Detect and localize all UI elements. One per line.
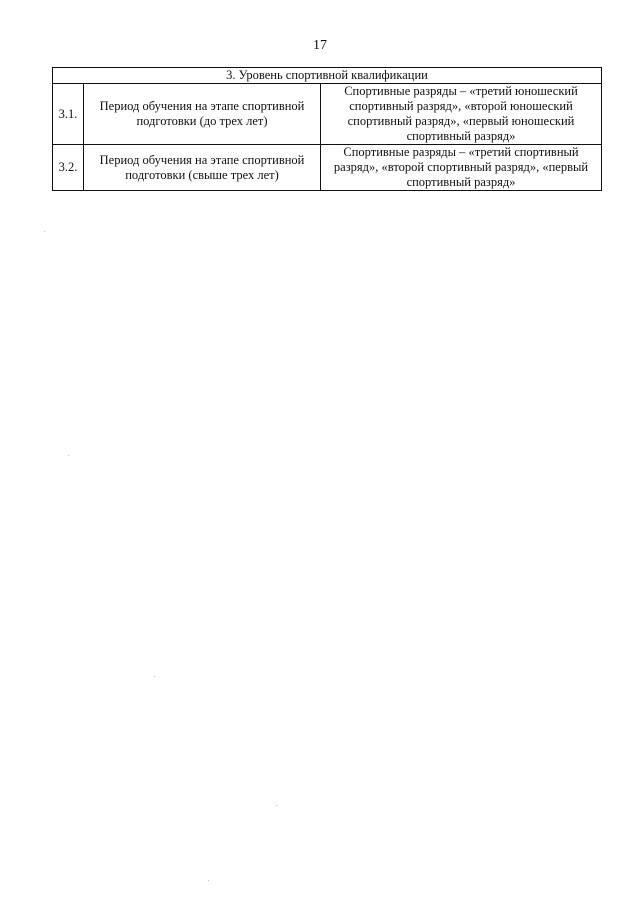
page-number: 17 (313, 38, 327, 53)
row-period: Период обучения на этапе спортивной подготовки (до трех лет) (84, 84, 321, 145)
scan-speck (154, 676, 155, 677)
row-description: Спортивные разряды – «третий спортивный разряд», «второй спортивный разряд», «первый спортивный разряд» (321, 145, 602, 191)
row-description: Спортивные разряды – «третий юношеский спортивный разряд», «второй юношеский спортивный разряд», «первый юношеский спортивный разряд» (321, 84, 602, 145)
section-title: 3. Уровень спортивной квалификации (53, 68, 602, 84)
table-row (53, 84, 602, 145)
row-number: 3.2. (53, 145, 84, 191)
scan-speck (68, 455, 69, 456)
table-row (53, 145, 602, 191)
table-section-header-row (53, 68, 602, 84)
row-number: 3.1. (53, 84, 84, 145)
qualification-table (52, 67, 602, 191)
scan-speck (208, 880, 209, 881)
scan-speck (44, 231, 45, 232)
row-period: Период обучения на этапе спортивной подготовки (свыше трех лет) (84, 145, 321, 191)
scan-speck (276, 805, 277, 806)
